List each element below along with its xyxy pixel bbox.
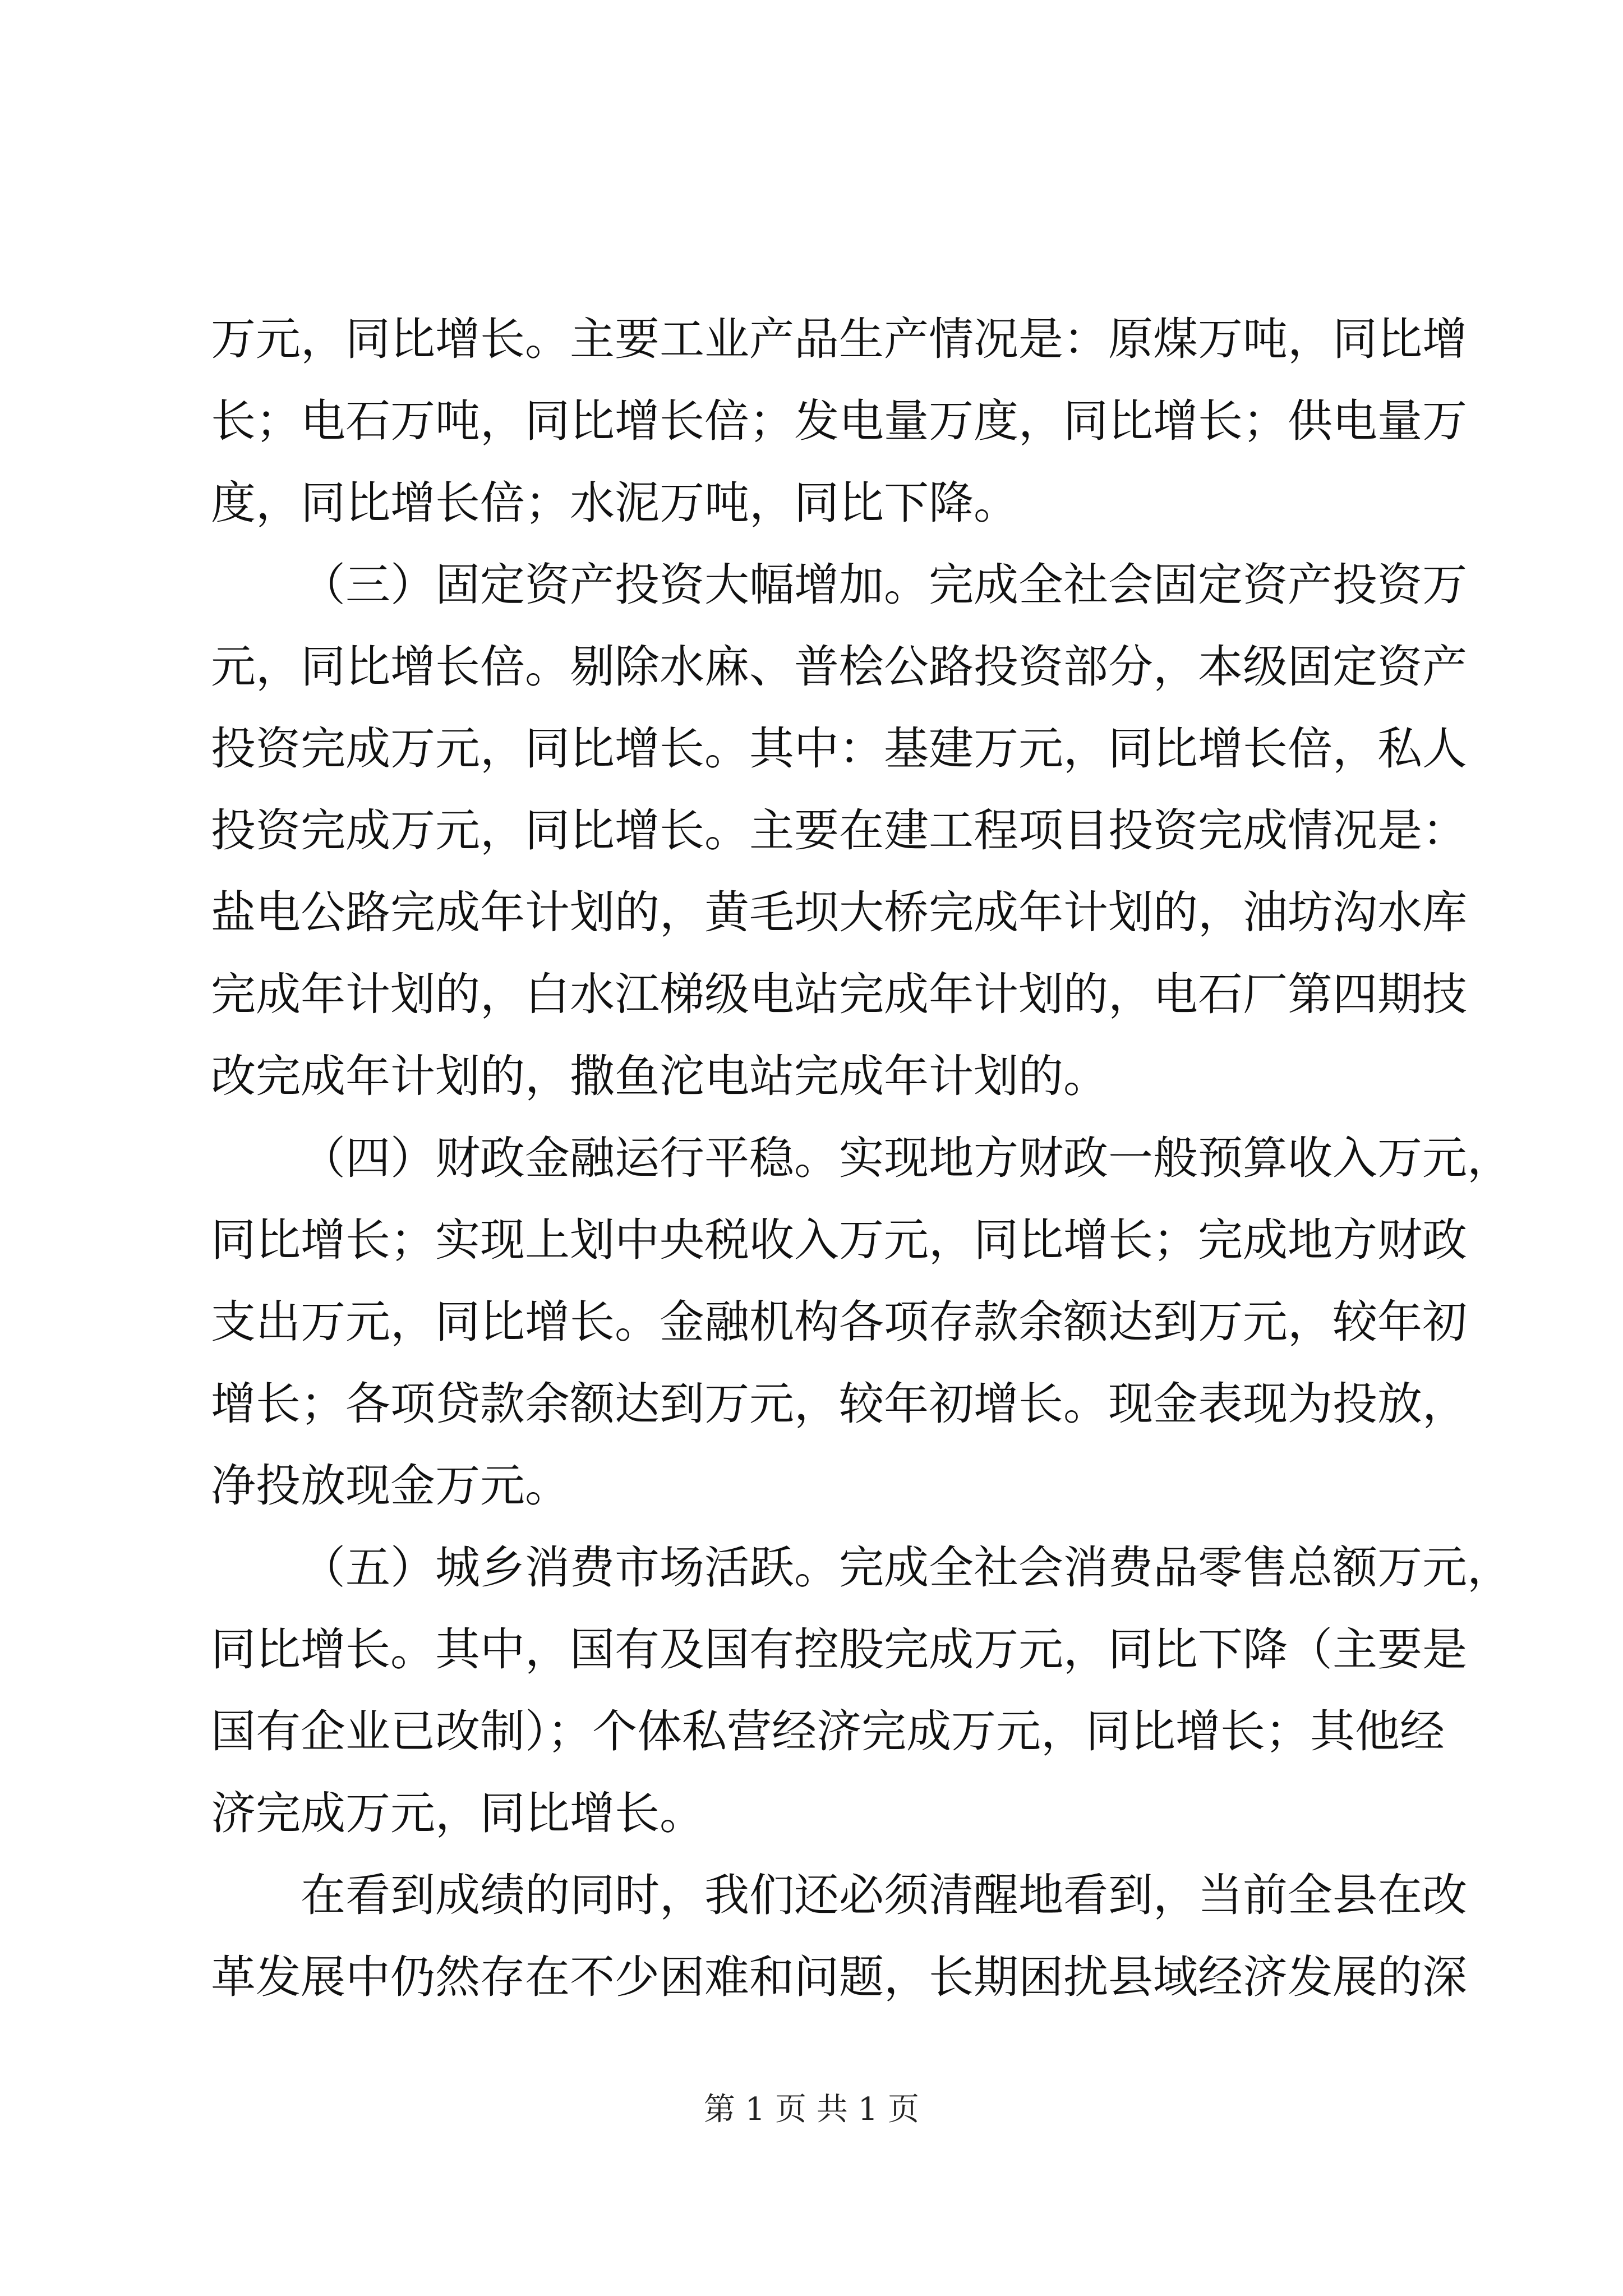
text-line: 长；电石万吨，同比增长倍；发电量万度，同比增长；供电量万	[211, 395, 1467, 447]
text-line: 增长；各项贷款余额达到万元，较年初增长。现金表现为投放，	[211, 1378, 1467, 1430]
text-line: 改完成年计划的，撒鱼沱电站完成年计划的。	[211, 1050, 1108, 1102]
text-line: 革发展中仍然存在不少困难和问题，长期困扰县域经济发展的深	[211, 1951, 1467, 2003]
text-line: 元，同比增长倍。剔除水麻、普桧公路投资部分，本级固定资产	[211, 641, 1467, 693]
paragraph-start-line: 在看到成绩的同时，我们还必须清醒地看到，当前全县在改	[301, 1869, 1467, 1921]
paragraph-heading-line: （四）财政金融运行平稳。实现地方财政一般预算收入万元，	[301, 1132, 1512, 1184]
document-body	[211, 298, 1512, 2018]
text-line: 盐电公路完成年计划的，黄毛坝大桥完成年计划的，油坊沟水库	[211, 886, 1467, 938]
page-footer: 第 1 页 共 1 页	[703, 2091, 920, 2128]
text-line: 支出万元，同比增长。金融机构各项存款余额达到万元，较年初	[211, 1296, 1467, 1348]
text-line: 投资完成万元，同比增长。其中：基建万元，同比增长倍，私人	[211, 723, 1467, 775]
text-line: 同比增长。其中，国有及国有控股完成万元，同比下降（主要是	[211, 1623, 1467, 1676]
text-line: 投资完成万元，同比增长。主要在建工程项目投资完成情况是：	[211, 804, 1467, 857]
text-line: 同比增长；实现上划中央税收入万元，同比增长；完成地方财政	[211, 1214, 1467, 1266]
text-line: 净投放现金万元。	[211, 1460, 570, 1512]
text-line: 完成年计划的，白水江梯级电站完成年计划的，电石厂第四期技	[211, 968, 1467, 1020]
paragraph-heading-line: （五）城乡消费市场活跃。完成全社会消费品零售总额万元，	[301, 1542, 1512, 1594]
text-line: 万元，同比增长。主要工业产品生产情况是：原煤万吨，同比增	[211, 313, 1467, 365]
text-line: 度，同比增长倍；水泥万吨，同比下降。	[211, 477, 1018, 529]
text-line: 国有企业已改制）；个体私营经济完成万元，同比增长；其他经	[211, 1705, 1445, 1757]
text-line: 济完成万元，同比增长。	[211, 1787, 704, 1839]
paragraph-heading-line: （三）固定资产投资大幅增加。完成全社会固定资产投资万	[301, 559, 1467, 611]
